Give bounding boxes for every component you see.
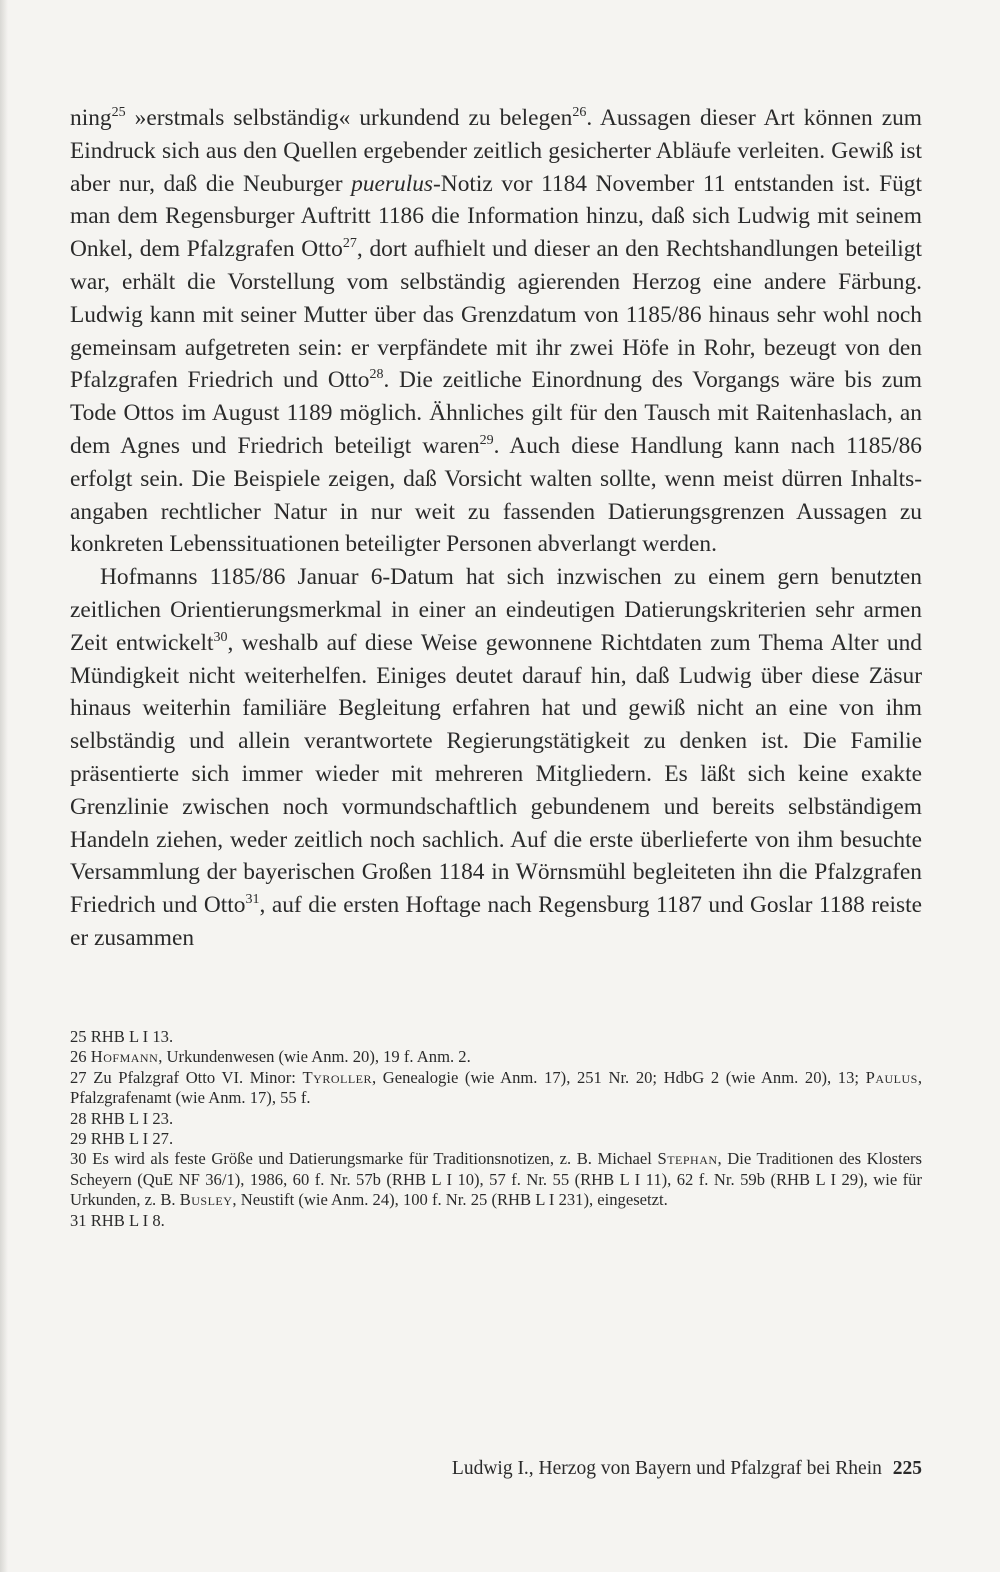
footnote-text: 30 Es wird als feste Größe und Datierungsmarke für Traditionsnotizen, z. B. Michael [70,1149,658,1169]
footnote-31: 31 RHB L I 8. [70,1210,165,1230]
footnote-30 [70,1149,922,1210]
footnote-ref-30[interactable]: 30 [213,629,228,645]
footnote-text: 27 Zu Pfalzgraf Otto VI. Minor: [70,1067,303,1087]
footnote-ref-26[interactable]: 26 [572,105,587,121]
footnote-text: , Neustift (wie Anm. 24), 100 f. Nr. 25 (RHB L I 231), eingesetzt. [232,1190,668,1210]
text-run: Hofmanns 1185/86 Januar 6-Datum hat sich inzwischen zu einem gern benutzten zeitlichen Orientierungsmerkmal in einer an eindeutigen Datierungskriterien sehr armen Zeit entwickelt [70,564,922,656]
footnote-ref-29[interactable]: 29 [479,433,494,449]
footnote-ref-27[interactable]: 27 [342,236,357,252]
paragraph-1 [70,102,922,561]
text-run: , dort aufhielt und dieser an den Rechtshandlungen beteiligt war, erhält die Vorstellung vom selbständig agierenden Herzog eine andere Färbung. Ludwig kann mit seiner Mutter über das Grenzdatum von 1185/86 hinaus sehr wohl noch gemeinsam aufgetreten sein: er verpfändete mit ihr zwei Höfe in Rohr, bezeugt von den Pfalzgrafen Friedrich und Otto [70,236,922,394]
paragraph-2 [70,561,922,955]
text-run: . Auch diese Handlung kann nach 1185/86 erfolgt sein. Die Beispiele zeigen, daß Vorsicht walten sollte, wenn meist dürren Inhaltsangaben rechtlicher Natur in nur weit zu fassenden Datierungsgrenzen Aussagen zu konkreten Lebenssituationen beteiligter Personen abverlangt werden. [70,432,922,558]
author-name: Tyroller [302,1067,372,1087]
text-run: ning [70,105,112,131]
text-run: . Die zeitliche Einordnung des Vorgangs wäre bis zum Tode Ottos im August 1189 möglich. Ähnliches gilt für den Tausch mit Raitenhaslach, an dem Agnes und Friedrich beteiligt waren [70,367,922,459]
footnotes [70,1027,922,1231]
author-name: Paulus [865,1067,918,1087]
footnote-text: , Die Traditionen des Klosters Scheyern (QuE NF 36/1), 1986, 60 f. Nr. 57b (RHB L I 10), 57 f. Nr. 55 (RHB L I 11), 62 f. Nr. 59b (RHB L I 29), wie für Urkunden, z. B. [70,1149,922,1210]
footnote-28: 28 RHB L I 23. [70,1108,174,1128]
footnote-number: 26 [70,1047,87,1067]
footnote-25: 25 RHB L I 13. [70,1027,174,1046]
text-run: »erstmals selbständig« urkundend zu belegen [125,105,573,131]
footnote-ref-28[interactable]: 28 [369,367,384,383]
footnote-26 [70,1047,922,1067]
text-run: . Aussagen dieser Art können zum Eindruck sich aus den Quellen ergebender zeitlich gesicherter Abläufe verleiten. Gewiß ist aber nur, daß die Neuburger [70,105,922,197]
emphasis-puerulus: puerulus [351,170,434,197]
footnote-text: , Genealogie (wie Anm. 17), 251 Nr. 20; HdbG 2 (wie Anm. 20), 13; [371,1067,866,1087]
text-run: , auf die ersten Hoftage nach Regensburg 1187 und Goslar 1188 reiste er zusammen [70,892,922,951]
page-number: 225 [892,1458,922,1479]
author-name: Stephan [657,1149,718,1169]
author-name: Hofmann [90,1047,159,1067]
text-run: , weshalb auf diese Weise gewonnene Richtdaten zum Thema Alter und Mündigkeit nicht weiterhelfen. Einiges deutet darauf hin, daß Ludwig über diese Zäsur hinaus weiterhin familiäre Begleitung erfahren hat und gewiß nicht an eine von ihm selbständig und allein verantwortete Regierungstätigkeit zu denken ist. Die Familie präsentierte sich immer wieder mit mehreren Mitgliedern. Es läßt sich keine exakte Grenzlinie zwischen noch vormundschaftlich gebundenem und bereits selbständigem Handeln ziehen, weder zeitlich noch sachlich. Auf die erste überlieferte von ihm besuchte Versammlung der bayerischen Großen 1184 in Wörnsmühl begleiteten ihn die Pfalzgrafen Friedrich und Otto [70,629,922,919]
footnote-ref-31[interactable]: 31 [245,892,260,908]
footnote-27 [70,1068,922,1109]
footnote-29: 29 RHB L I 27. [70,1129,174,1149]
footnote-text: , Urkundenwesen (wie Anm. 20), 19 f. Anm. 2. [158,1047,471,1067]
footnote-ref-25[interactable]: 25 [111,105,126,121]
running-footer [452,1458,922,1480]
footnote-text: , Pfalzgrafenamt (wie Anm. 17), 55 f. [70,1067,922,1108]
main-text [70,102,922,955]
running-title: Ludwig I., Herzog von Bayern und Pfalzgraf bei Rhein [451,1458,882,1479]
page-edge-shadow [0,0,8,1572]
text-run: -Notiz vor 1184 November 11 entstanden ist. Fügt man dem Regensburger Auftritt 1186 die Information hinzu, daß sich Ludwig mit seinem Onkel, dem Pfalzgrafen Otto [70,170,922,263]
author-name: Busley [179,1190,233,1210]
